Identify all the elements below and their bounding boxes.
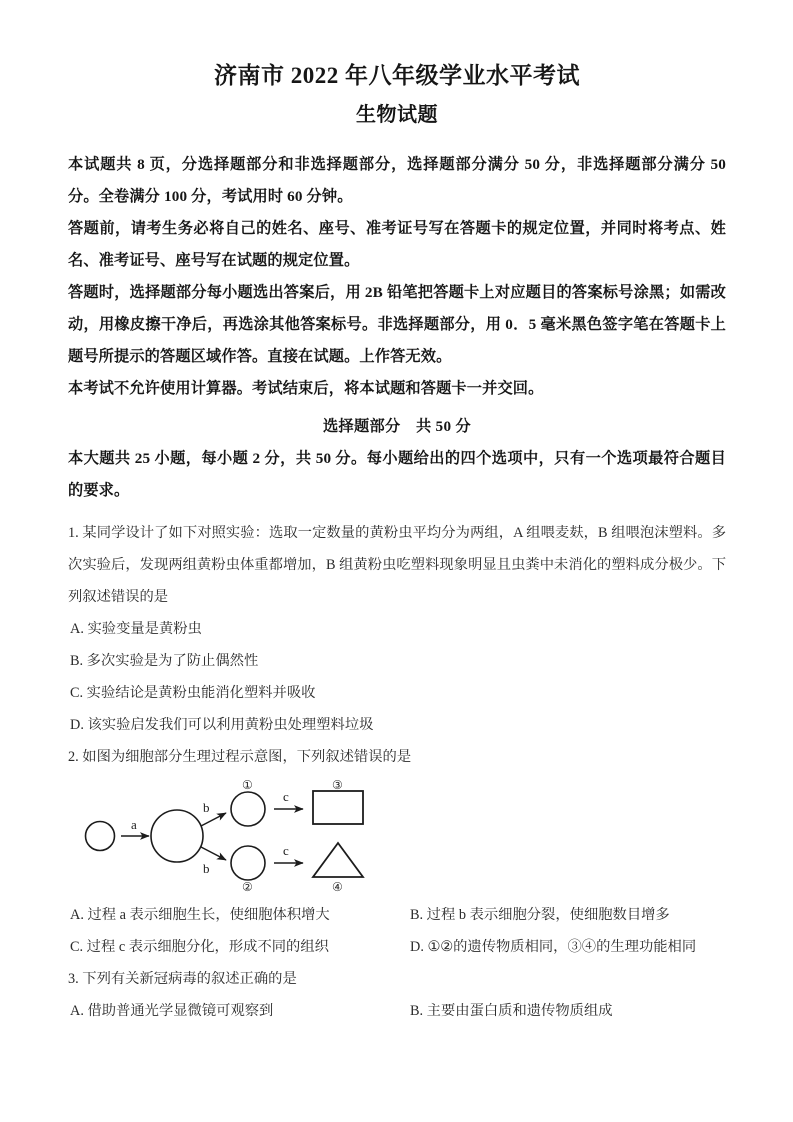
grown-cell-circle <box>151 810 203 862</box>
question-2 <box>68 741 726 963</box>
page-title: 济南市 2022 年八年级学业水平考试 <box>214 63 580 88</box>
question-2-figure-wrapper <box>68 779 726 897</box>
question-2-option-d[interactable]: D. ①②的遗传物质相同，③④的生理功能相同 <box>410 938 697 955</box>
question-3-stem: 3. 下列有关新冠病毒的叙述正确的是 <box>68 970 297 987</box>
question-3-options-row-1 <box>68 995 726 1027</box>
instruction-paragraph-1: 本试题共 8 页，分选择题部分和非选择题部分，选择题部分满分 50 分，非选择题部分满分 50 分。全卷满分 100 分，考试用时 60 分钟。 <box>68 155 726 205</box>
label-c-upper: c <box>283 788 289 804</box>
page-subtitle: 生物试题 <box>356 103 438 126</box>
figure-label-4: ④ <box>332 879 343 894</box>
question-1-stem: 1. 某同学设计了如下对照实验：选取一定数量的黄粉虫平均分为两组，A 组喂麦麸，B 组喂泡沫塑料。多次实验后，发现两组黄粉虫体重都增加，B 组黄粉虫吃塑料现象明显且虫粪中未消化的塑料成分极少。下列叙述错误的是 <box>68 524 726 605</box>
section-header: 选择题部分 共 50 分 <box>323 417 471 435</box>
cell-process-diagram <box>76 779 376 894</box>
figure-label-1: ① <box>242 778 253 792</box>
arrow-b-lower <box>201 847 226 860</box>
question-1-option-a[interactable]: A. 实验变量是黄粉虫 <box>70 620 202 637</box>
figure-label-2: ② <box>242 879 253 894</box>
label-a: a <box>131 816 137 832</box>
question-3-option-b[interactable]: B. 主要由蛋白质和遗传物质组成 <box>410 1002 613 1019</box>
question-2-option-c[interactable]: C. 过程 c 表示细胞分化，形成不同的组织 <box>70 938 329 955</box>
daughter-cell-1-circle <box>231 792 265 826</box>
instructions-block <box>68 149 726 405</box>
questions-list <box>68 507 726 1027</box>
question-1-option-d[interactable]: D. 该实验启发我们可以利用黄粉虫处理塑料垃圾 <box>70 716 374 733</box>
question-2-option-a[interactable]: A. 过程 a 表示细胞生长，使细胞体积增大 <box>70 906 330 923</box>
question-1-option-b[interactable]: B. 多次实验是为了防止偶然性 <box>70 652 259 669</box>
question-1 <box>68 517 726 741</box>
page-content <box>68 0 726 1027</box>
section-intro: 本大题共 25 小题，每小题 2 分，共 50 分。每小题给出的四个选项中，只有一个选项最符合题目的要求。 <box>68 449 726 499</box>
instruction-paragraph-3: 答题时，选择题部分每小题选出答案后，用 2B 铅笔把答题卡上对应题目的答案标号涂黑；如需改动，用橡皮擦干净后，再选涂其他答案标号。非选择题部分，用 0．5 毫米黑色签字笔在答题卡上题号所提示的答题区域作答。直接在试题。上作答无效。 <box>68 283 726 365</box>
tissue-triangle <box>313 843 363 877</box>
question-2-option-b[interactable]: B. 过程 b 表示细胞分裂，使细胞数目增多 <box>410 906 670 923</box>
instruction-paragraph-4: 本考试不允许使用计算器。考试结束后，将本试题和答题卡一并交回。 <box>68 379 544 397</box>
small-cell-circle <box>86 821 115 850</box>
question-2-options-row-2 <box>68 931 726 963</box>
label-b-upper: b <box>203 799 210 815</box>
tissue-rectangle <box>313 791 363 824</box>
question-3-option-a[interactable]: A. 借助普通光学显微镜可观察到 <box>70 1002 274 1019</box>
label-b-lower: b <box>203 860 210 876</box>
question-2-options-row-1 <box>68 899 726 931</box>
figure-label-3: ③ <box>332 778 343 792</box>
question-1-option-c[interactable]: C. 实验结论是黄粉虫能消化塑料并吸收 <box>70 684 316 701</box>
question-3 <box>68 963 726 1027</box>
daughter-cell-2-circle <box>231 846 265 880</box>
label-c-lower: c <box>283 842 289 858</box>
question-2-stem: 2. 如图为细胞部分生理过程示意图，下列叙述错误的是 <box>68 748 412 765</box>
instruction-paragraph-2: 答题前，请考生务必将自己的姓名、座号、准考证号写在答题卡的规定位置，并同时将考点、姓名、准考证号、座号写在试题的规定位置。 <box>68 219 726 269</box>
